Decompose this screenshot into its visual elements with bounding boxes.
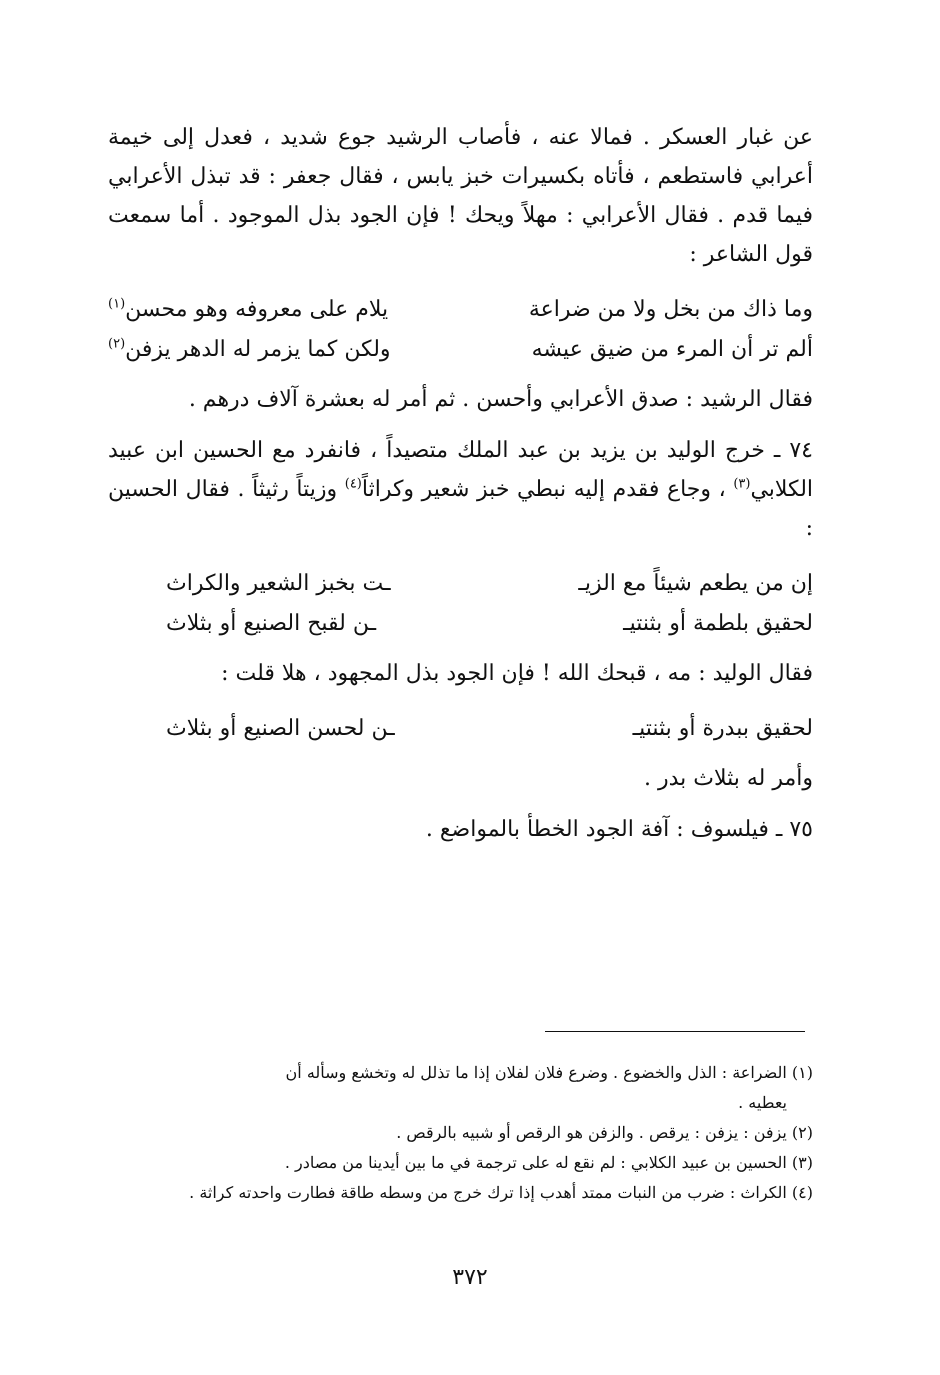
verse-line-2 [108, 332, 813, 368]
paragraph-2: فقال الرشيد : صدق الأعرابي وأحسن . ثم أمر له بعشرة آلاف درهم . [188, 387, 813, 412]
verse-3-second-hemistich: ـت بخبز الشعير والكراث [166, 571, 391, 596]
footnote-4: (٤) الكراث : ضرب من النبات ممتد أهدب إذا ترك خرج من وسطه طاقة فطارت واحدته كراثة . [189, 1183, 813, 1202]
footnote-marker-1: (١) [108, 296, 126, 312]
footnote-divider [545, 1031, 805, 1032]
verse-4-first-hemistich: لحقيق بلطمة أو بثنتيـ [623, 611, 813, 636]
verse-1-second-text: يلام على معروفه وهو محسن [125, 297, 389, 322]
verse-5-first-hemistich: لحقيق ببدرة أو بثنتيـ [632, 716, 813, 741]
page-number: ٣٧٢ [452, 1265, 488, 1290]
main-text [108, 118, 813, 849]
poem-1 [108, 292, 813, 368]
paragraph-6: ٧٥ ـ فيلسوف : آفة الجود الخطأ بالمواضع . [425, 817, 813, 842]
verse-2-second-hemistich [108, 332, 391, 368]
verse-3-first-hemistich: إن من يطعم شيئاً مع الزيـ [578, 571, 813, 596]
paragraph-1: عن غبار العسكر . فمالا عنه ، فأصاب الرشيد جوع شديد ، فعدل إلى خيمة أعرابي فاستطعم ، فأتاه بكسيرات خبز يابس ، فقال جعفر : قد تبذل الأعرابي فيما قدم . فقال الأعرابي : مهلاً ويحك ! فإن الجود بذل الموجود . أما سمعت قول الشاعر : [108, 125, 813, 267]
verse-line-4 [166, 606, 813, 642]
poem-2 [108, 566, 813, 642]
verse-1-first-hemistich: وما ذاك من بخل ولا من ضراعة [528, 297, 813, 322]
footnote-marker-4: (٤) [344, 476, 362, 492]
footnote-marker-3: (٣) [733, 476, 751, 492]
paragraph-3 [108, 431, 813, 548]
verse-line-1 [108, 292, 813, 328]
footnote-marker-2: (٢) [108, 336, 126, 352]
verse-4-second-hemistich: ـن لقبح الصنيع أو بثلاث [166, 611, 377, 636]
footnote-1-continuation: يعطيه . [738, 1093, 787, 1112]
verse-2-second-text: ولكن كما يزمر له الدهر يزفن [125, 337, 391, 362]
footnote-2: (٢) يزفن : يزفن : يرقص . والزفن هو الرقص أو شبيه بالرقص . [396, 1123, 813, 1142]
verse-2-first-hemistich: ألم تر أن المرء من ضيق عيشه [531, 337, 813, 362]
paragraph-3-part-a: ٧٤ ـ خرج الوليد بن يزيد بن عبد الملك متصيداً ، فانفرد مع الحسين ابن عبيد الكلابي [108, 438, 814, 502]
footnote-1: (١) الضراعة : الذل والخضوع . وضرع فلان لفلان إذا ما تذلل له وتخشع وسأله أن [285, 1063, 813, 1082]
poem-3 [108, 711, 813, 747]
verse-line-3 [166, 566, 813, 602]
footnotes [108, 1058, 813, 1208]
paragraph-5: وأمر له بثلاث بدر . [643, 766, 813, 791]
paragraph-3-part-c: وزيتاً رثيثاً . فقال الحسين : [108, 477, 813, 541]
verse-5-second-hemistich: ـن لحسن الصنيع أو بثلاث [166, 716, 395, 741]
footnote-3: (٣) الحسين بن عبيد الكلابي : لم نقع له على ترجمة في ما بين أيدينا من مصادر . [284, 1153, 813, 1172]
verse-1-second-hemistich [108, 292, 388, 328]
paragraph-3-part-b: ، وجاع فقدم إليه نبطي خبز شعير وكراثاً [361, 477, 734, 502]
verse-line-5 [166, 711, 813, 747]
paragraph-4: فقال الوليد : مه ، قبحك الله ! فإن الجود بذل المجهود ، هلا قلت : [221, 661, 813, 686]
